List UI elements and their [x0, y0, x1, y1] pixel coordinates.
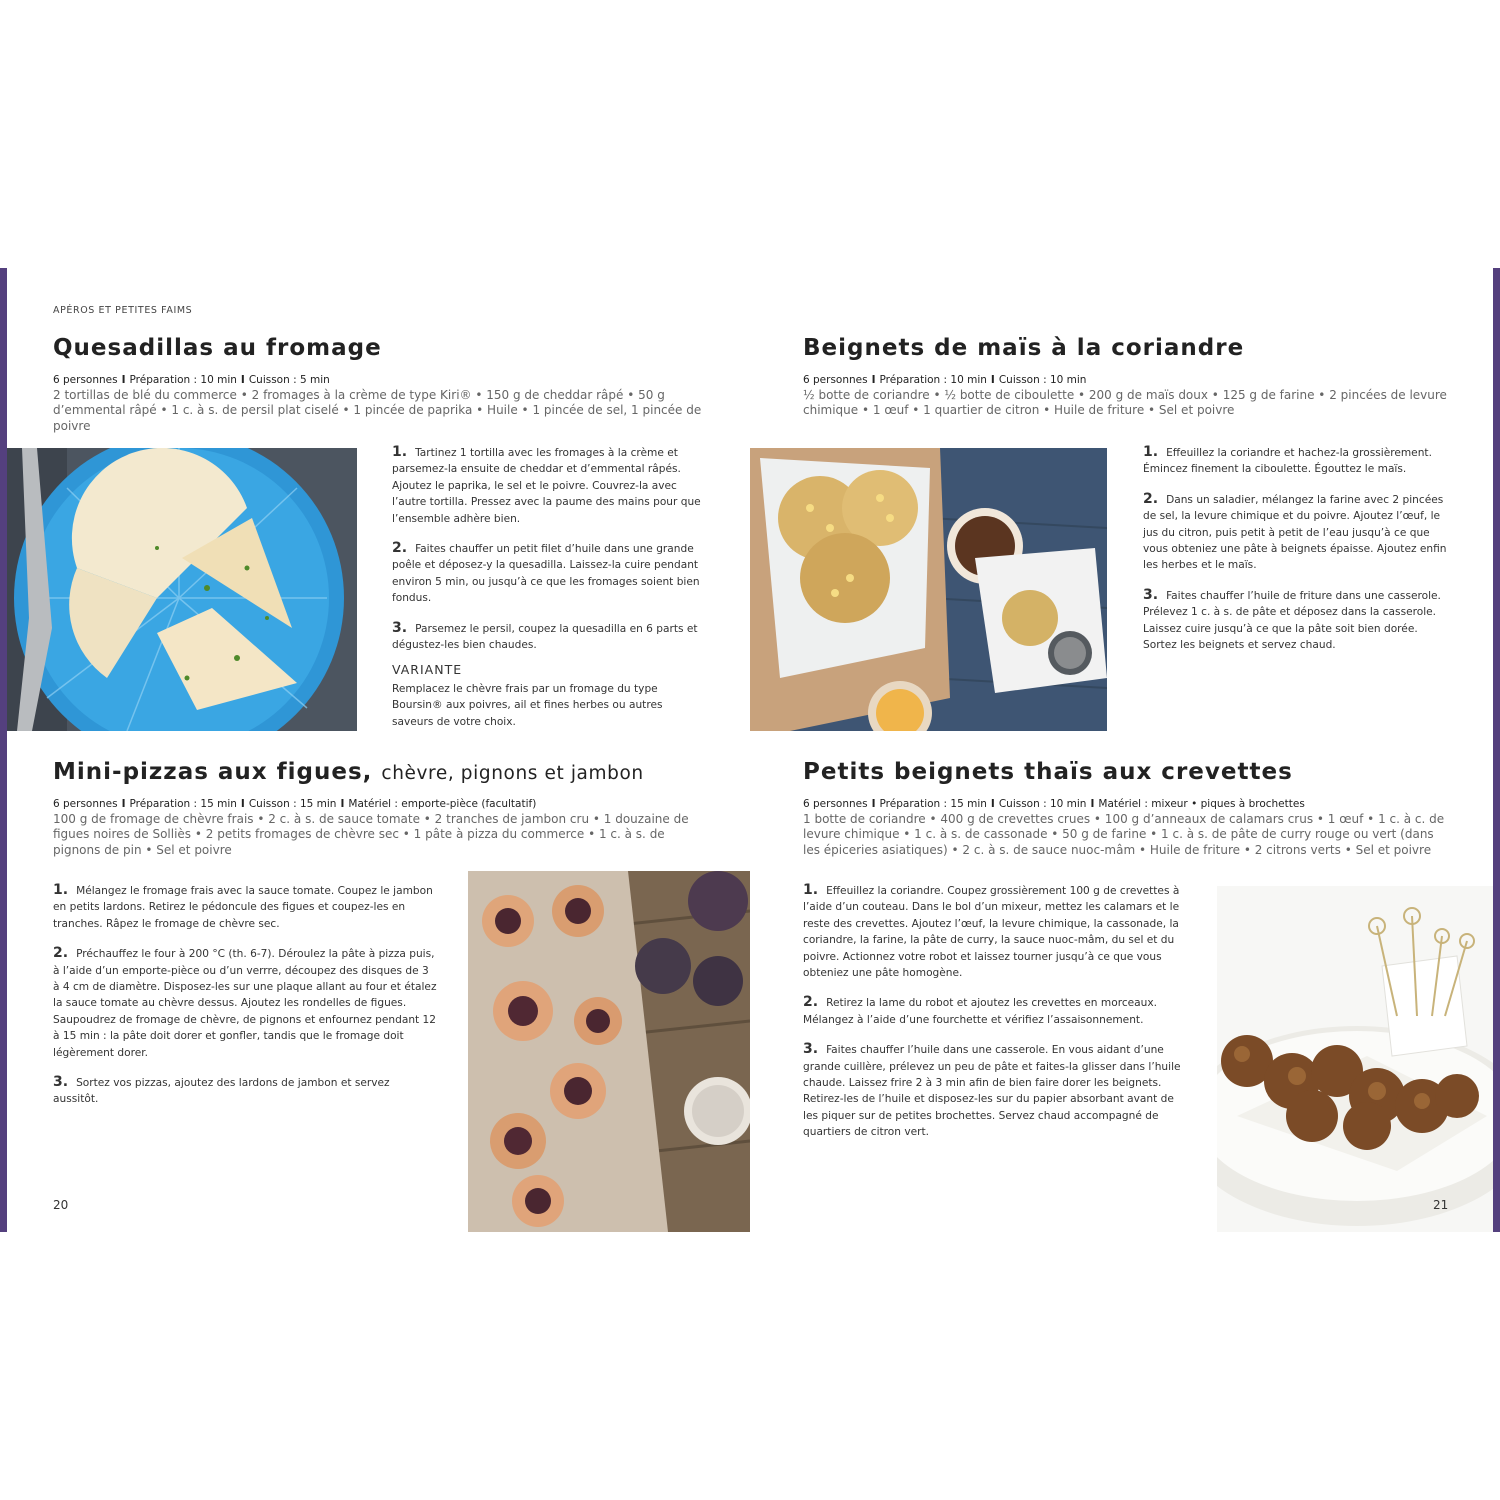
cook-time: Cuisson : 5 min: [248, 374, 330, 386]
step: 1. Effeuillez la coriandre et hachez-la grossièrement. Émincez finement la ciboulette. Égouttez le maïs.: [1143, 444, 1432, 476]
step: 1. Mélangez le fromage frais avec la sauce tomate. Coupez le jambon en petits lardons. Retirez le pédoncule des figues et coupez-les en tranches. Râpez le fromage de chèvre sec.: [53, 882, 433, 930]
photo-beignets-mais: [750, 448, 1107, 731]
step: 3. Parsemez le persil, coupez la quesadilla en 6 parts et dégustez-les bien chaudes.: [392, 619, 698, 652]
section-label: APÉROS ET PETITES FAIMS: [53, 305, 193, 316]
recipe-title: Quesadillas au fromage: [53, 335, 382, 361]
step: 1. Tartinez 1 tortilla avec les fromages à la crème et parsemez-la ensuite de cheddar et d’emmental râpés. Ajoutez le paprika, le sel et le poivre. Couvrez-la avec l’autre tortilla. Pressez avec la paume des mains pour que l’ensemble adhère bien.: [392, 444, 701, 525]
servings: 6 personnes: [53, 374, 118, 386]
step: 3. Faites chauffer l’huile dans une casserole. En vous aidant d’une grande cuillère, prélevez un peu de pâte et faites-la glisser dans l’huile chaude. Laissez frire 2 à 3 min afin de bien faire dorer les beignets. Retirez-les de l’huile et disposez-les sur du papier absorbant avant de les piquer sur de petites brochettes. Servez chaud accompagné de quartiers de citron vert.: [803, 1041, 1181, 1139]
step: 1. Effeuillez la coriandre. Coupez grossièrement 100 g de crevettes à l’aide d’un couteau. Dans le bol d’un mixeur, mettez les calamars et le reste des crevettes. Ajoutez l’œuf, la levure chimique, la cassonade, la coriandre, la farine, la pâte de curry, la sauce nuoc-mâm, du sel et du poivre. Actionnez votre robot et laissez tourner jusqu’à ce que vous obteniez une pâte homogène.: [803, 882, 1180, 980]
recipe-title: [53, 759, 644, 785]
recipe-meta: 6 personnes I Préparation : 15 min I Cuisson : 10 min I Matériel : mixeur • piques à brochettes: [803, 798, 1305, 810]
ingredients: ½ botte de coriandre • ½ botte de ciboulette • 200 g de maïs doux • 125 g de farine • 2 pincées de levure chimique • 1 œuf • 1 quartier de citron • Huile de friture • Sel et poivre: [803, 388, 1447, 418]
recipe-title-main: Mini-pizzas aux figues,: [53, 759, 373, 785]
step: 2. Retirez la lame du robot et ajoutez les crevettes en morceaux. Mélangez à l’aide d’une fourchette et vérifiez l’assaisonnement.: [803, 994, 1157, 1026]
step: 2. Faites chauffer un petit filet d’huile dans une grande poêle et déposez-y la quesadilla. Laissez-la cuire pendant environ 5 min, ou jusqu’à ce que les fromages soient bien fondus.: [392, 540, 700, 605]
prep-time: Préparation : 10 min: [129, 374, 237, 386]
servings: 6 personnes: [803, 798, 868, 810]
variante-box: [392, 662, 702, 730]
left-page-edge: [0, 268, 7, 1232]
recipe-subtitle: chèvre, pignons et jambon: [381, 763, 644, 784]
ingredients: 2 tortillas de blé du commerce • 2 fromages à la crème de type Kiri® • 150 g de cheddar râpé • 50 g d’emmental râpé • 1 c. à s. de persil plat ciselé • 1 pincée de paprika • Huile • 1 pincée de sel, 1 pincée de poivre: [53, 388, 702, 433]
recipe-meta: 6 personnes I Préparation : 10 min I Cuisson : 5 min: [53, 374, 330, 386]
right-page-edge: [1493, 268, 1500, 1232]
prep-time: Préparation : 15 min: [129, 798, 237, 810]
tools: Matériel : mixeur • piques à brochettes: [1098, 798, 1305, 810]
variante-text: Remplacez le chèvre frais par un fromage du type Boursin® aux poivres, ail et fines herbes ou autres saveurs de votre choix.: [392, 683, 663, 728]
ingredients: 100 g de fromage de chèvre frais • 2 c. à s. de sauce tomate • 2 tranches de jambon cru • 1 douzaine de figues noires de Solliès • 2 petits fromages de chèvre sec • 1 pâte à pizza du commerce • 1 c. à s. de pignons de pin • Sel et poivre: [53, 812, 689, 857]
recipe-title: Beignets de maïs à la coriandre: [803, 335, 1245, 361]
steps-list: [53, 882, 438, 1121]
step: 3. Faites chauffer l’huile de friture dans une casserole. Prélevez 1 c. à s. de pâte et déposez dans la casserole. Laissez cuire jusqu’à ce que la pâte soit bien dorée. Sortez les beignets et servez chaud.: [1143, 586, 1441, 652]
prep-time: Préparation : 15 min: [879, 798, 987, 810]
photo-mini-pizzas: [468, 871, 750, 1232]
steps-list: [392, 444, 702, 666]
step: 2. Dans un saladier, mélangez la farine avec 2 pincées de sel, la levure chimique et du poivre. Ajoutez l’œuf, le jus du citron, puis petit à petit de l’eau jusqu’à ce que vous obteniez une pâte à beignets épaisse. Ajoutez enfin les herbes et le maïs.: [1143, 490, 1447, 572]
cook-time: Cuisson : 15 min: [248, 798, 337, 810]
cook-time: Cuisson : 10 min: [998, 798, 1087, 810]
servings: 6 personnes: [53, 798, 118, 810]
variante-title: VARIANTE: [392, 662, 463, 677]
page-number-left: 20: [53, 1198, 69, 1212]
page-number-right: 21: [1433, 1198, 1449, 1212]
cook-time: Cuisson : 10 min: [998, 374, 1087, 386]
recipe-meta: 6 personnes I Préparation : 15 min I Cuisson : 15 min I Matériel : emporte-pièce (facultatif): [53, 798, 537, 810]
recipe-title: Petits beignets thaïs aux crevettes: [803, 759, 1293, 785]
steps-list: [1143, 444, 1448, 666]
recipe-meta: 6 personnes I Préparation : 10 min I Cuisson : 10 min: [803, 374, 1087, 386]
photo-quesadillas: [7, 448, 357, 731]
photo-beignets-crevettes: [1217, 886, 1493, 1232]
ingredients: 1 botte de coriandre • 400 g de crevettes crues • 100 g d’anneaux de calamars crus • 1 œuf • 1 c. à c. de levure chimique • 1 c. à s. de cassonade • 50 g de farine • 1 c. à s. de pâte de curry rouge ou vert (dans les épiceries asiatiques) • 2 c. à s. de sauce nuoc-mâm • Huile de friture • 2 citrons verts • Sel et poivre: [803, 812, 1445, 857]
tools: Matériel : emporte-pièce (facultatif): [348, 798, 537, 810]
prep-time: Préparation : 10 min: [879, 374, 987, 386]
steps-list: [803, 882, 1188, 1154]
step: 2. Préchauffez le four à 200 °C (th. 6-7). Déroulez la pâte à pizza puis, à l’aide d’un emporte-pièce ou d’un verrre, découpez des disques de 3 à 4 cm de diamètre. Disposez-les sur une plaque allant au four et étalez la sauce tomate au chèvre dessus. Ajoutez les rondelles de figues. Saupoudrez de fromage de chèvre, de pignons et enfournez pendant 12 à 15 min : la pâte doit dorer et gonfler, tandis que le fromage doit légèrement dorer.: [53, 945, 437, 1059]
servings: 6 personnes: [803, 374, 868, 386]
step: 3. Sortez vos pizzas, ajoutez des lardons de jambon et servez aussitôt.: [53, 1074, 390, 1106]
